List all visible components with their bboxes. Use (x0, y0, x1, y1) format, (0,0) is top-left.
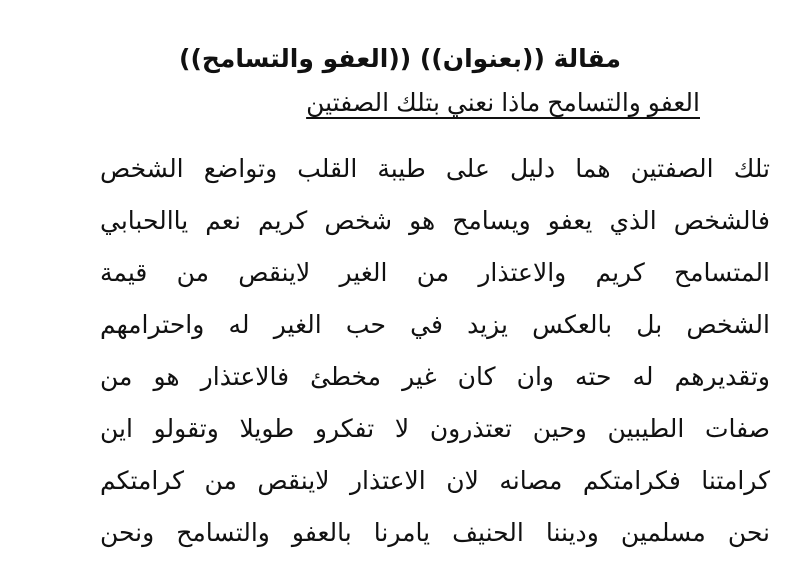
article-title: مقالة ((بعنوان)) ((العفو والتسامح)) (179, 44, 621, 73)
body-line: صفات الطيبين وحين تعتذرون لا تفكرو طويلا وتقولو اين (100, 415, 770, 443)
body-line: الشخص بل بالعكس يزيد في حب الغير له واحترامهم (100, 311, 770, 339)
body-line: المتسامح كريم والاعتذار من الغير لاينقص من قيمة (100, 259, 770, 287)
article-subtitle: العفو والتسامح ماذا نعني بتلك الصفتين (306, 89, 700, 117)
body-line: نحن مسلمين وديننا الحنيف يامرنا بالعفو والتسامح ونحن (100, 519, 770, 547)
body-line: وتقديرهم له حته وان كان غير مخطئ فالاعتذار هو من (100, 363, 770, 391)
body-line: فالشخص الذي يعفو ويسامح هو شخص كريم نعم ياالحبابي (100, 207, 770, 235)
body-line: تلك الصفتين هما دليل على طيبة القلب وتواضع الشخص (100, 155, 770, 183)
body-line: كرامتنا فكرامتكم مصانه لان الاعتذار لاينقص من كرامتكم (100, 467, 770, 495)
article-body (100, 143, 770, 559)
